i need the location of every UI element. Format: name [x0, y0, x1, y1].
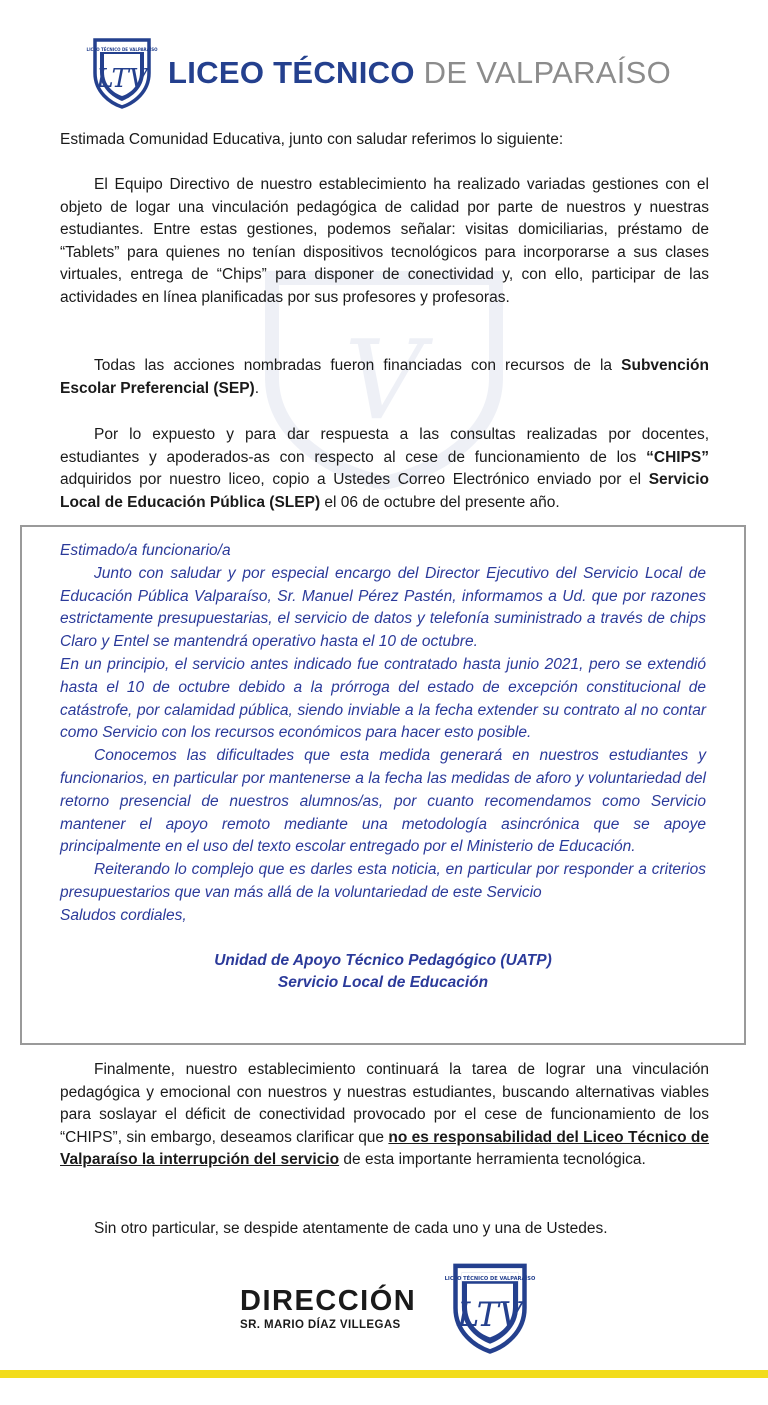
paragraph-text: El Equipo Directivo de nuestro establecimiento ha realizado variadas gestiones con el objeto de logar una vinculación pedagógica de calidad por parte de nuestros y nuestras estudiantes. Entre estas gestiones, podemos señalar: visitas domiciliarias, préstamo de “Tablets” para quienes no tenían dispositivos tecnológicos para incorporarse a sus clases virtuales, entrega de “Chips” para disponer de conectividad y, con ello, participar de las actividades en línea planificadas por sus profesores y profesoras. — [60, 176, 709, 306]
paragraph-chips: Por lo expuesto y para dar respuesta a las consultas realizadas por docentes, estudiantes y apoderados-as con respecto al cese de funcionamiento de los “CHIPS” adquiridos por nuestro liceo, copio a Ustedes Correo Electrónico enviado por el Servicio Local de Educación Pública (SLEP) el 06 de octubre del presente año. — [60, 426, 709, 511]
slep-name: Servicio Local de Educación Pública (SLEP) — [60, 471, 709, 511]
svg-text:V: V — [344, 316, 424, 444]
crest-caption: LICEO TÉCNICO DE VALPARAÍSO — [86, 47, 158, 52]
paragraph-closing: Finalmente, nuestro establecimiento continuará la tarea de lograr una vinculación pedagógica y emocional con nuestros y nuestras estudiantes, buscando alternativas viables para soslayar el déficit de conectividad provocado por el cese de funcionamiento de los “CHIPS”, sin embargo, deseamos clarificar que no es responsabilidad del Liceo Técnico de Valparaíso la interrupción del servicio de esta importante herramienta tecnológica. — [60, 1061, 709, 1168]
paragraph-actions — [60, 174, 709, 309]
greeting-text: Estimada Comunidad Educativa, junto con saludar referimos lo siguiente: — [60, 131, 564, 148]
page-title — [168, 55, 671, 91]
email-salutation: Estimado/a funcionario/a — [60, 542, 231, 559]
school-crest-icon — [86, 37, 158, 109]
funding-text: Todas las acciones nombradas fueron financiadas con recursos de la — [94, 357, 622, 374]
crest-letters: LTV — [457, 1294, 523, 1334]
email-paragraph: Reiterando lo complejo que es darles esta noticia, en particular por responder a criterios presupuestarios que van más allá de la voluntariedad de este Servicio — [60, 861, 706, 901]
responsibility-statement: no es responsabilidad del Liceo Técnico de Valparaíso la interrupción del servicio — [60, 1128, 709, 1168]
email-paragraph: Junto con saludar y por especial encargo del Director Ejecutivo del Servicio Local de Educación Pública Valparaíso, Sr. Manuel Pérez Pastén, informamos a Ud. que por razones estrictamente presupuestarias, el servicio de datos y telefonía suministrado a través de chips Claro y Entel se mantendrá operativo hasta el 10 de octubre. — [60, 564, 706, 651]
letterhead — [86, 36, 672, 110]
email-paragraph: En un principio, el servicio antes indicado fue contratado hasta junio 2021, pero se extendió hasta el 10 de octubre debido a la prórroga del estado de excepción constitucional de catástrofe, por calamidad pública, siendo inviable a la fecha extender su contrato al no contar como Servicio con los recursos económicos para hacer esto posible. — [60, 655, 706, 742]
signature-block — [240, 1285, 416, 1331]
paragraph-funding: Todas las acciones nombradas fueron financiadas con recursos de la Subvención Escolar Preferencial (SEP). — [60, 357, 709, 397]
greeting — [60, 129, 709, 152]
chips-term: “CHIPS” — [646, 448, 709, 466]
title-strong: LICEO TÉCNICO — [168, 55, 415, 90]
chips-text: Por lo expuesto y para dar respuesta a las consultas realizadas por docentes, estudiantes y apoderados-as con respecto al cese de funcionamiento de los — [60, 426, 709, 466]
funding-source: Subvención Escolar Preferencial (SEP) — [60, 357, 709, 397]
email-paragraph: Conocemos las dificultades que esta medida generará en nuestros estudiantes y funcionarios, en particular por mantenerse a la fecha las medidas de aforo y voluntariedad del retorno presencial de nuestros alumnos/as, por cuanto recomendamos como Servicio mantener el apoyo remoto mediante una metodología asincrónica que se apoye principalmente en el uso del texto escolar entregado por el Ministerio de Educación. — [60, 747, 706, 856]
email-signature-service: Servicio Local de Educación — [277, 974, 489, 992]
signature-name: SR. MARIO DÍAZ VILLEGAS — [240, 1319, 401, 1331]
quoted-email — [20, 525, 746, 1045]
title-light: DE VALPARAÍSO — [423, 55, 672, 90]
crest-letters: LTV — [96, 64, 148, 94]
email-signature-unit: Unidad de Apoyo Técnico Pedagógico (UATP) — [214, 951, 552, 969]
paragraph-farewell — [60, 1218, 709, 1241]
farewell-text: Sin otro particular, se despide atentamente de cada uno y una de Ustedes. — [94, 1220, 608, 1237]
signature-office: DIRECCIÓN — [240, 1285, 417, 1317]
footer-accent-bar — [0, 1370, 768, 1378]
crest-caption: LICEO TÉCNICO DE VALPARAÍSO — [444, 1275, 536, 1282]
closing-text: Finalmente, nuestro establecimiento continuará la tarea de lograr una vinculación pedagógica y emocional con nuestros y nuestras estudiantes, buscando alternativas viables para soslayar el déficit de conectividad provocado por el cese de funcionamiento de los “CHIPS”, sin embargo, deseamos clarificar que — [60, 1061, 709, 1146]
email-closing: Saludos cordiales, — [60, 906, 187, 924]
footer-crest-icon — [444, 1262, 536, 1354]
